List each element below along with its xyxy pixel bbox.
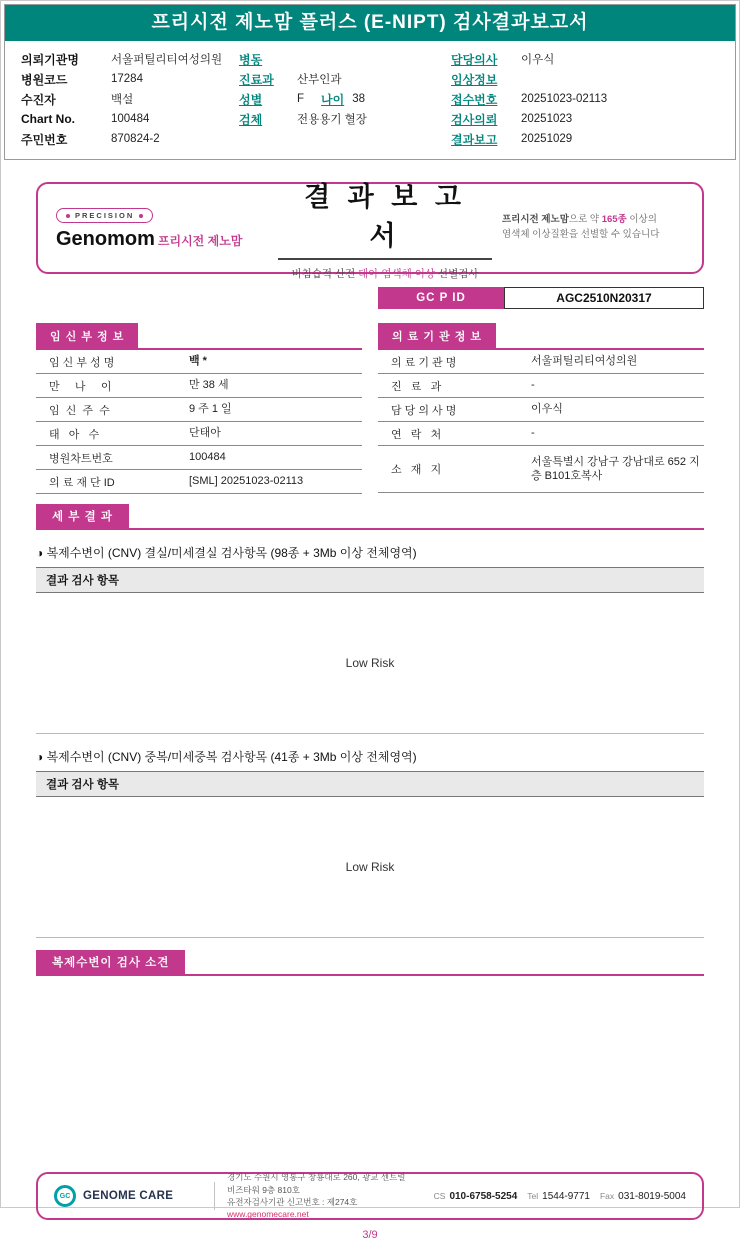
field-label: 검체 [239,112,263,127]
table-row [36,446,362,470]
genomecare-logo-icon: GC [54,1185,76,1207]
half-circle-icon: ◑ [36,546,44,560]
clinic-table-header [378,323,704,350]
patient-info-col-3 [451,49,719,149]
row-label: 의 료 기 관 명 [391,356,457,369]
table-row [36,374,362,398]
cnv-deletion-section [36,544,704,734]
field-label: 임상정보 [451,72,498,87]
footer-divider [214,1182,215,1210]
field-label: 성별 [239,92,263,107]
blank-area [36,976,704,1172]
field-row [239,49,451,69]
cnv-duplication-result-area [36,797,704,938]
clinic-table-header-label: 의 료 기 관 정 보 [378,323,496,348]
field-value: 100484 [111,113,150,125]
cs-label: CS [433,1190,446,1201]
field-value: 산부인과 [297,74,342,86]
precision-badge-label: PRECISION [75,211,135,221]
field-label: 접수번호 [451,92,498,107]
field-row [239,89,451,109]
patient-info-col-1 [21,49,239,149]
row-value: 100484 [189,451,226,464]
field-label: 담당의사 [451,52,498,67]
row-value: 서울특별시 강남구 강남대로 652 지층 B101호복사 [531,455,700,482]
field-row [21,109,239,129]
cs-number: 010-6758-5254 [449,1190,518,1202]
table-row [378,446,704,493]
report-title-bar: 프리시전 제노맘 플러스 (E-NIPT) 검사결과보고서 [5,5,735,41]
row-label: 만 나 이 [49,380,112,393]
row-value: 서울퍼틸리티여성의원 [531,355,638,368]
report-header-box [36,182,704,280]
table-row [378,350,704,374]
result-report-title: 결 과 보 고 서 [278,175,492,260]
field-row [21,89,239,109]
report-title-block [278,175,492,281]
dot-icon [66,214,70,218]
note-text: 염색체 이상질환을 선별할 수 있습니다 [502,229,660,240]
cnv-deletion-result-area [36,593,704,734]
row-value: [SML] 20251023-02113 [189,475,304,488]
row-label: 임 신 부 성 명 [49,356,115,369]
row-value: 백 * [189,355,207,368]
gcpid-row [36,287,704,309]
cnv-findings-header [36,950,704,976]
tel-number: 1544-9771 [542,1190,590,1202]
page-number: 3/9 [362,1229,378,1241]
table-row [378,398,704,422]
mother-table-header [36,323,362,350]
precision-badge [56,208,153,223]
field-value: 서울퍼틸리티여성의원 [111,54,223,66]
row-value: - [531,379,535,392]
cnv-duplication-heading [36,748,704,765]
cnv-duplication-table-header: 결과 검사 항목 [36,771,704,797]
row-label: 담 당 의 사 명 [391,404,457,417]
field-value: 백설 [111,94,134,106]
website-link: www.genomecare.net [227,1209,309,1220]
field-row [239,69,451,89]
subtitle-prefix: 비침습적 산전 [291,268,359,280]
field-label: 나이 [321,92,345,107]
brand-ko: 프리시전 제노맘 [157,234,243,249]
row-label: 의 료 재 단 ID [49,476,115,489]
field-value: 20251029 [521,133,573,145]
field-value: 38 [352,93,365,105]
field-label: 검사의뢰 [451,112,498,127]
cnv-deletion-result: Low Risk [345,656,395,670]
genomecare-logo [54,1185,202,1207]
field-label: 진료과 [239,72,274,87]
field-row [21,69,239,89]
field-label: 결과보고 [451,132,498,147]
cnv-deletion-heading [36,544,704,561]
row-label: 태 아 수 [49,428,100,441]
footer-contact [424,1191,686,1202]
row-value: 이우식 [531,403,563,416]
mother-info-table [36,323,362,494]
subtitle-highlight: 태아 염색체 이상 [358,268,436,280]
cnv-duplication-section [36,748,704,938]
patient-info-grid [5,41,735,159]
footer-address [227,1171,412,1220]
address-line: 경기도 수원시 영통구 창룡대로 260, 광교 센트럴비즈타워 9층 810호 [227,1172,406,1195]
half-circle-icon: ◑ [36,750,44,764]
row-value: 만 38 세 [189,379,229,392]
field-row [451,49,719,69]
patient-info-col-2 [239,49,451,149]
row-value: - [531,427,535,440]
field-label: 의뢰기관명 [21,52,79,67]
table-row [36,422,362,446]
info-tables [36,323,704,494]
fax-label: Fax [599,1190,615,1201]
report-subtitle [278,266,492,281]
field-label: Chart No. [21,112,75,126]
brand-en: Genomom [56,228,155,251]
cnv-duplication-result: Low Risk [345,860,395,874]
row-label: 연 락 처 [391,428,442,441]
genomom-logo [56,205,268,252]
note-count: 165종 [601,214,627,226]
table-row [36,350,362,374]
mother-table-header-label: 임 신 부 정 보 [36,323,138,348]
patient-header-block [4,4,736,160]
field-label: 병원코드 [21,72,68,87]
tel-label: Tel [527,1190,539,1201]
row-label: 소 재 지 [391,464,442,476]
detail-results-header-label: 세 부 결 과 [36,504,129,528]
field-row [451,109,719,129]
cnv-duplication-heading-text: 복제수변이 (CNV) 중복/미세중복 검사항목 (41종 + 3Mb 이상 전체영역) [43,750,417,764]
license-line: 유전자검사기관 신고번호 : 제274호 [227,1197,358,1207]
genomecare-logo-text: GENOME CARE [83,1190,174,1202]
field-label: 수진자 [21,92,56,107]
field-value: 전용용기 혈장 [297,114,367,126]
field-label: 주민번호 [21,132,68,147]
table-row [378,422,704,446]
field-row [239,109,451,129]
field-row [451,89,719,109]
detail-results-header [36,504,704,530]
report-body [1,182,739,1241]
table-row [36,398,362,422]
field-value: 20251023 [521,113,573,125]
field-label: 병동 [239,52,263,67]
gcpid-label: GC P ID [378,287,504,309]
note-brand: 프리시전 제노맘 [502,214,569,226]
field-value: 20251023-02113 [521,93,608,105]
clinic-info-table [378,323,704,494]
note-text: 이상의 [626,214,657,226]
subtitle-suffix: 선별검사 [435,268,479,280]
field-value: F [297,93,305,105]
note-text: 으로 약 [568,214,602,226]
fax-number: 031-8019-5004 [618,1190,686,1202]
table-row [36,470,362,494]
field-row [451,129,719,149]
dot-icon [139,214,143,218]
field-row [21,129,239,149]
table-row [378,374,704,398]
field-value: 870824-2 [111,133,160,145]
row-value: 단태아 [189,427,221,440]
row-label: 진 료 과 [391,380,442,393]
screening-note [502,213,684,242]
cnv-deletion-heading-text: 복제수변이 (CNV) 결실/미세결실 검사항목 (98종 + 3Mb 이상 전체영역) [43,546,417,560]
field-row [451,69,719,89]
brand-line [56,228,268,251]
row-value: 9 주 1 일 [189,403,232,416]
field-row [21,49,239,69]
row-label: 병원차트번호 [49,452,113,465]
row-label: 임 신 주 수 [49,404,110,417]
field-value: 17284 [111,73,143,85]
gcpid-value: AGC2510N20317 [504,287,704,309]
cnv-findings-header-label: 복제수변이 검사 소견 [36,950,185,974]
cnv-deletion-table-header: 결과 검사 항목 [36,567,704,593]
field-value: 이우식 [521,54,555,66]
footer-box [36,1172,704,1220]
